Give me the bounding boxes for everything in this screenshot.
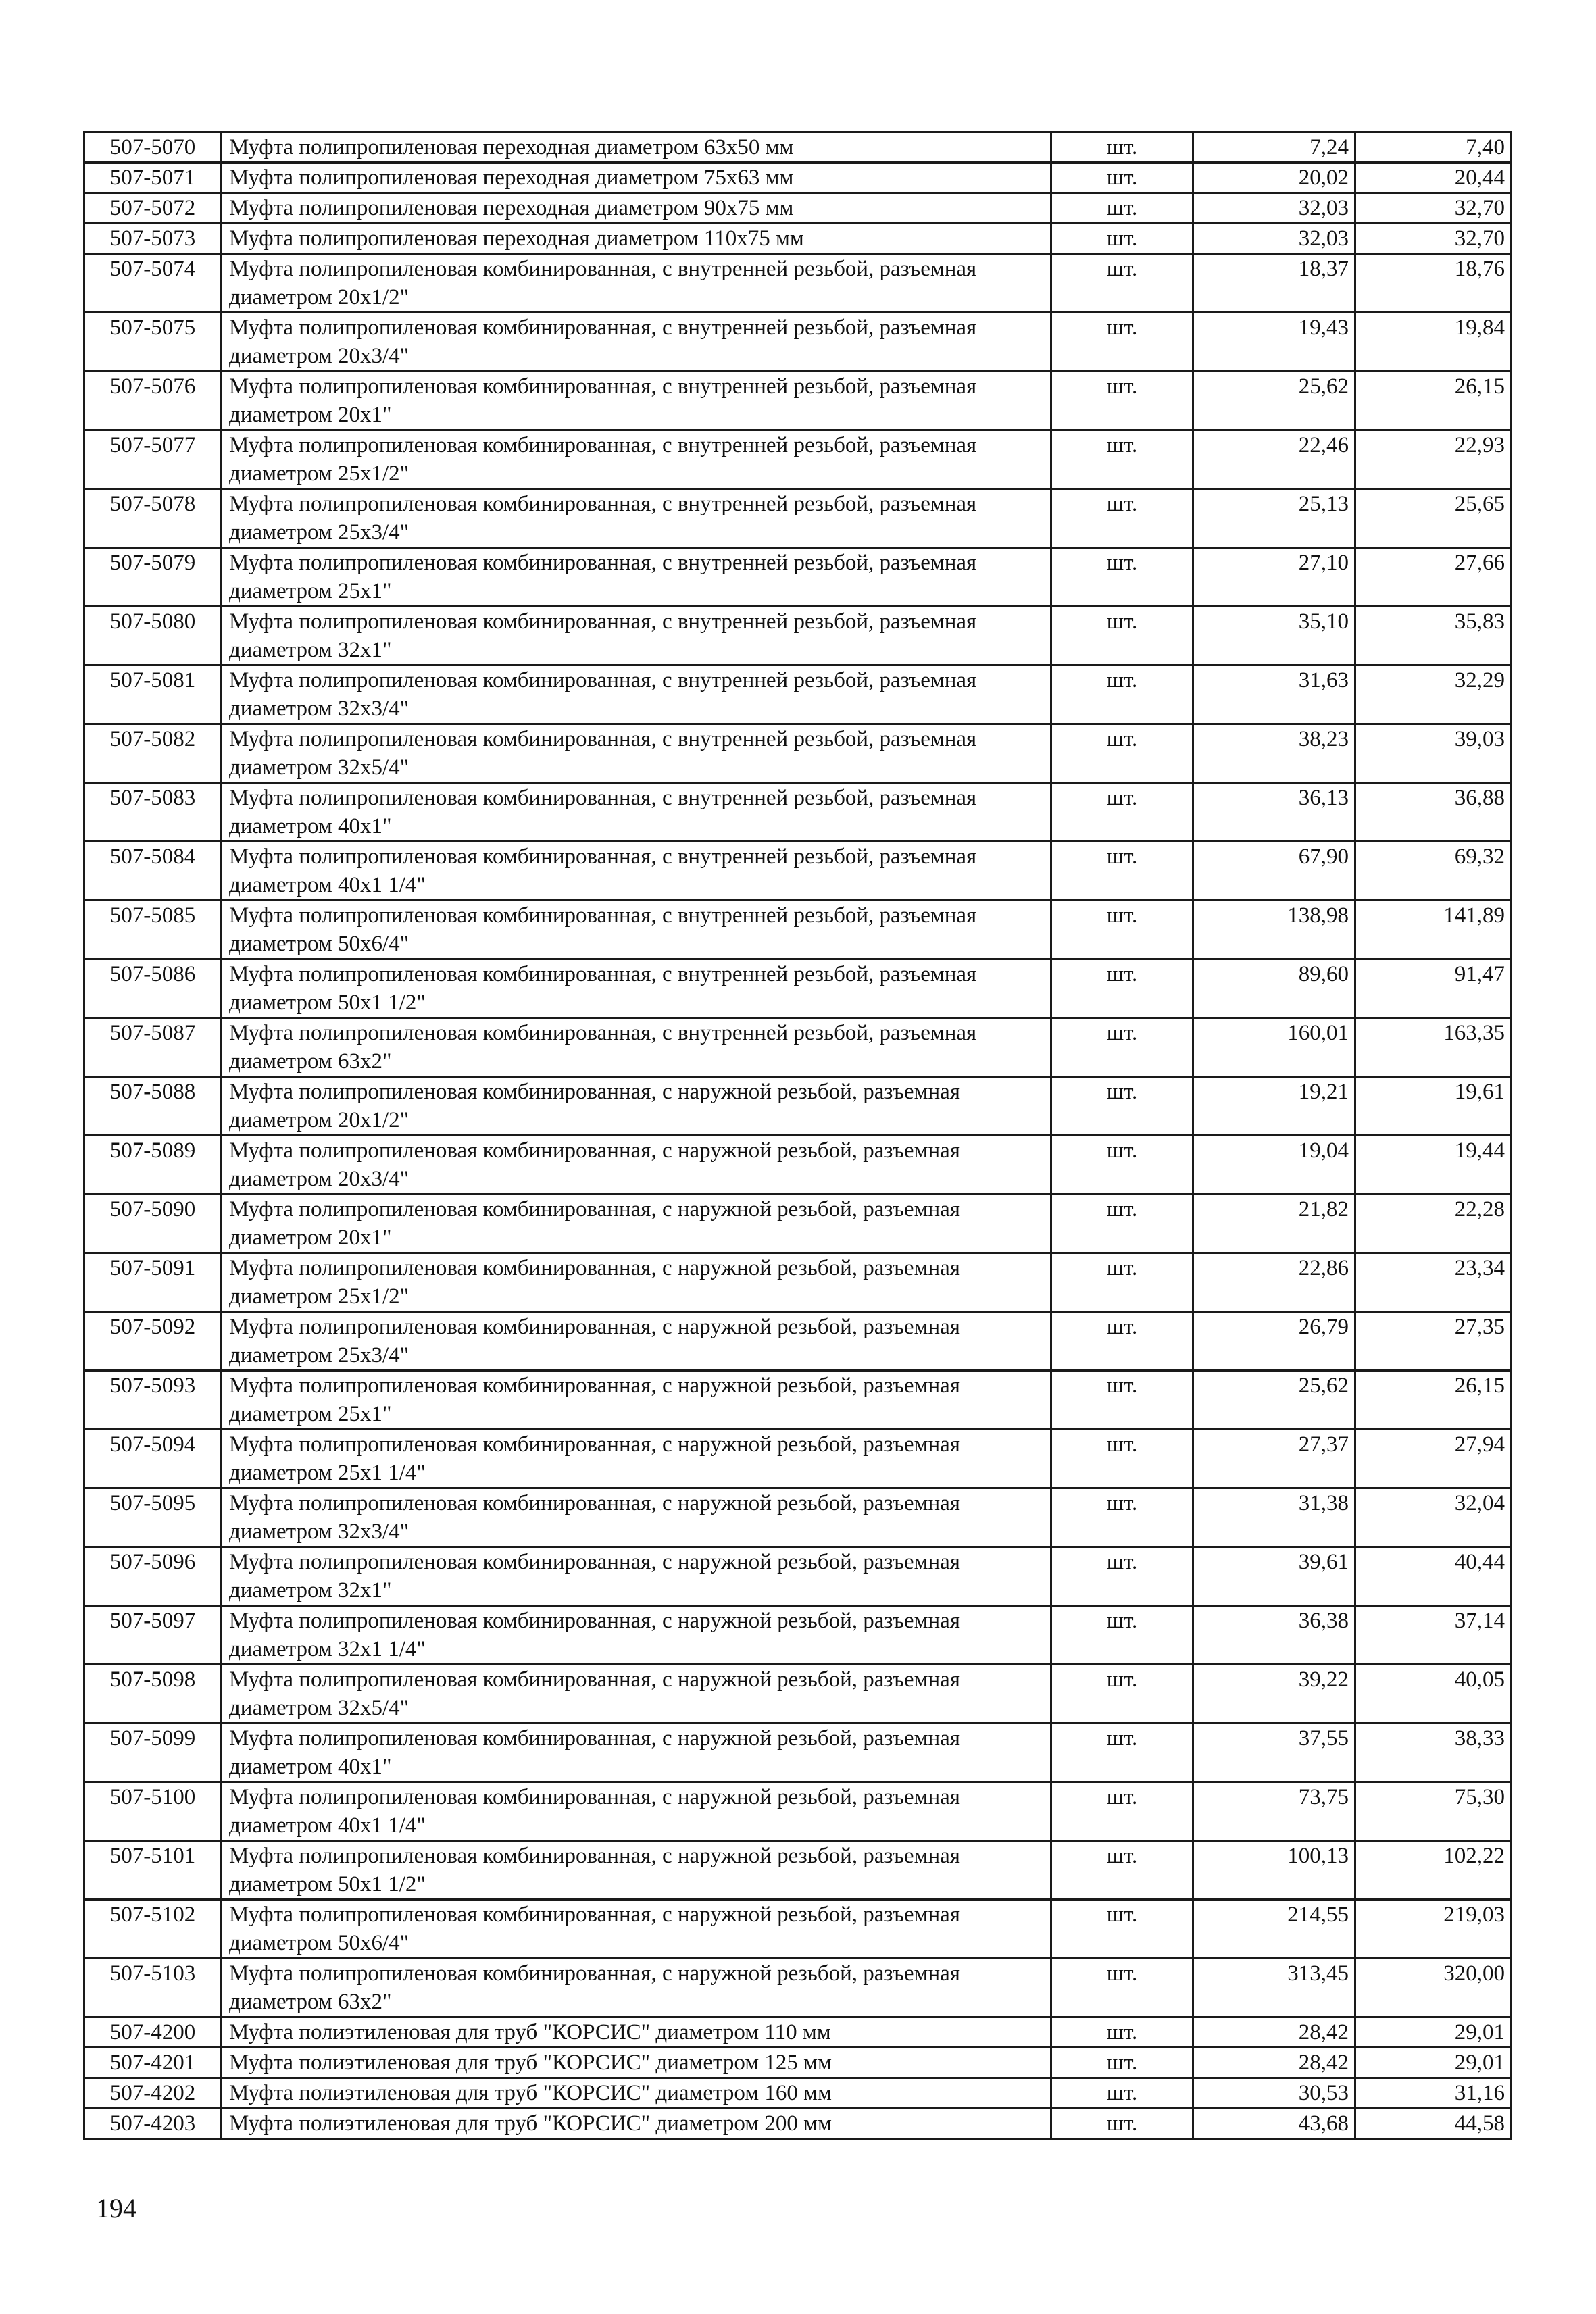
item-code-cell: 507-5072: [84, 193, 222, 224]
unit-cell: шт.: [1051, 1665, 1193, 1724]
item-code-cell: 507-5093: [84, 1371, 222, 1430]
unit-cell: шт.: [1051, 1724, 1193, 1782]
item-description-cell: Муфта полипропиленовая комбинированная, с наружной резьбой, разъемная диаметром 20х3/4": [222, 1136, 1051, 1194]
price-2-cell: 69,32: [1355, 842, 1512, 901]
unit-cell: шт.: [1051, 724, 1193, 783]
table-row: [84, 1077, 1512, 1136]
unit-cell: шт.: [1051, 2078, 1193, 2109]
price-2-cell: 40,44: [1355, 1547, 1512, 1606]
item-code-cell: 507-5098: [84, 1665, 222, 1724]
table-row: [84, 959, 1512, 1018]
price-2-cell: 22,93: [1355, 430, 1512, 489]
item-code-cell: 507-5087: [84, 1018, 222, 1077]
item-code-cell: 507-5100: [84, 1782, 222, 1841]
unit-cell: шт.: [1051, 193, 1193, 224]
price-1-cell: 31,63: [1193, 665, 1355, 724]
table-row: [84, 489, 1512, 548]
item-code-cell: 507-5079: [84, 548, 222, 607]
unit-cell: шт.: [1051, 1959, 1193, 2017]
price-1-cell: 160,01: [1193, 1018, 1355, 1077]
item-code-cell: 507-5091: [84, 1253, 222, 1312]
item-description-cell: Муфта полиэтиленовая для труб "КОРСИС" диаметром 200 мм: [222, 2109, 1051, 2139]
price-1-cell: 19,21: [1193, 1077, 1355, 1136]
price-table: [83, 131, 1512, 2140]
price-1-cell: 19,04: [1193, 1136, 1355, 1194]
item-code-cell: 507-5074: [84, 254, 222, 313]
unit-cell: шт.: [1051, 1841, 1193, 1900]
price-1-cell: 25,13: [1193, 489, 1355, 548]
price-2-cell: 141,89: [1355, 901, 1512, 959]
item-code-cell: 507-5078: [84, 489, 222, 548]
price-1-cell: 21,82: [1193, 1194, 1355, 1253]
unit-cell: шт.: [1051, 489, 1193, 548]
item-code-cell: 507-5084: [84, 842, 222, 901]
price-2-cell: 320,00: [1355, 1959, 1512, 2017]
item-description-cell: Муфта полипропиленовая комбинированная, с наружной резьбой, разъемная диаметром 40х1 1/4": [222, 1782, 1051, 1841]
table-row: [84, 607, 1512, 665]
item-description-cell: Муфта полипропиленовая комбинированная, с наружной резьбой, разъемная диаметром 32х3/4": [222, 1488, 1051, 1547]
price-1-cell: 36,13: [1193, 783, 1355, 842]
item-code-cell: 507-5096: [84, 1547, 222, 1606]
price-2-cell: 75,30: [1355, 1782, 1512, 1841]
item-description-cell: Муфта полипропиленовая переходная диаметром 90х75 мм: [222, 193, 1051, 224]
price-1-cell: 18,37: [1193, 254, 1355, 313]
price-1-cell: 38,23: [1193, 724, 1355, 783]
price-2-cell: 39,03: [1355, 724, 1512, 783]
price-2-cell: 35,83: [1355, 607, 1512, 665]
price-2-cell: 37,14: [1355, 1606, 1512, 1665]
item-description-cell: Муфта полиэтиленовая для труб "КОРСИС" диаметром 125 мм: [222, 2048, 1051, 2078]
unit-cell: шт.: [1051, 1136, 1193, 1194]
unit-cell: шт.: [1051, 1371, 1193, 1430]
price-1-cell: 67,90: [1193, 842, 1355, 901]
price-1-cell: 35,10: [1193, 607, 1355, 665]
item-code-cell: 507-5075: [84, 313, 222, 372]
unit-cell: шт.: [1051, 132, 1193, 163]
unit-cell: шт.: [1051, 163, 1193, 193]
item-description-cell: Муфта полипропиленовая комбинированная, с внутренней резьбой, разъемная диаметром 63х2": [222, 1018, 1051, 1077]
table-row: [84, 1547, 1512, 1606]
item-description-cell: Муфта полипропиленовая комбинированная, с внутренней резьбой, разъемная диаметром 20х1": [222, 372, 1051, 430]
price-1-cell: 31,38: [1193, 1488, 1355, 1547]
item-description-cell: Муфта полипропиленовая комбинированная, с наружной резьбой, разъемная диаметром 25х3/4": [222, 1312, 1051, 1371]
item-description-cell: Муфта полипропиленовая переходная диаметром 110х75 мм: [222, 224, 1051, 254]
price-2-cell: 26,15: [1355, 372, 1512, 430]
item-code-cell: 507-5088: [84, 1077, 222, 1136]
price-1-cell: 39,22: [1193, 1665, 1355, 1724]
item-description-cell: Муфта полипропиленовая комбинированная, с внутренней резьбой, разъемная диаметром 20х1/2": [222, 254, 1051, 313]
table-row: [84, 1782, 1512, 1841]
unit-cell: шт.: [1051, 2017, 1193, 2048]
item-description-cell: Муфта полиэтиленовая для труб "КОРСИС" диаметром 160 мм: [222, 2078, 1051, 2109]
unit-cell: шт.: [1051, 1018, 1193, 1077]
price-1-cell: 25,62: [1193, 372, 1355, 430]
unit-cell: шт.: [1051, 607, 1193, 665]
table-row: [84, 665, 1512, 724]
price-2-cell: 25,65: [1355, 489, 1512, 548]
price-1-cell: 313,45: [1193, 1959, 1355, 2017]
price-1-cell: 30,53: [1193, 2078, 1355, 2109]
table-row: [84, 1488, 1512, 1547]
price-2-cell: 27,94: [1355, 1430, 1512, 1488]
item-description-cell: Муфта полипропиленовая комбинированная, с наружной резьбой, разъемная диаметром 25х1/2": [222, 1253, 1051, 1312]
price-2-cell: 38,33: [1355, 1724, 1512, 1782]
table-row: [84, 2048, 1512, 2078]
table-row: [84, 313, 1512, 372]
item-code-cell: 507-5085: [84, 901, 222, 959]
table-row: [84, 1724, 1512, 1782]
page-number: 194: [96, 2193, 136, 2223]
price-2-cell: 32,70: [1355, 224, 1512, 254]
item-description-cell: Муфта полипропиленовая комбинированная, с внутренней резьбой, разъемная диаметром 25х1/2": [222, 430, 1051, 489]
price-1-cell: 37,55: [1193, 1724, 1355, 1782]
table-row: [84, 1371, 1512, 1430]
price-2-cell: 23,34: [1355, 1253, 1512, 1312]
unit-cell: шт.: [1051, 430, 1193, 489]
table-row: [84, 193, 1512, 224]
item-code-cell: 507-4201: [84, 2048, 222, 2078]
item-code-cell: 507-5086: [84, 959, 222, 1018]
price-2-cell: 32,29: [1355, 665, 1512, 724]
price-2-cell: 36,88: [1355, 783, 1512, 842]
item-description-cell: Муфта полипропиленовая комбинированная, с наружной резьбой, разъемная диаметром 32х5/4": [222, 1665, 1051, 1724]
price-1-cell: 28,42: [1193, 2048, 1355, 2078]
table-row: [84, 724, 1512, 783]
table-row: [84, 1430, 1512, 1488]
price-2-cell: 32,70: [1355, 193, 1512, 224]
price-1-cell: 214,55: [1193, 1900, 1355, 1959]
item-code-cell: 507-5099: [84, 1724, 222, 1782]
table-row: [84, 1841, 1512, 1900]
table-row: [84, 1606, 1512, 1665]
unit-cell: шт.: [1051, 665, 1193, 724]
unit-cell: шт.: [1051, 1488, 1193, 1547]
table-row: [84, 1900, 1512, 1959]
unit-cell: шт.: [1051, 901, 1193, 959]
unit-cell: шт.: [1051, 1194, 1193, 1253]
item-code-cell: 507-5094: [84, 1430, 222, 1488]
item-code-cell: 507-5071: [84, 163, 222, 193]
item-description-cell: Муфта полипропиленовая комбинированная, с наружной резьбой, разъемная диаметром 20х1/2": [222, 1077, 1051, 1136]
table-row: [84, 1018, 1512, 1077]
table-row: [84, 1253, 1512, 1312]
item-code-cell: 507-4202: [84, 2078, 222, 2109]
item-code-cell: 507-5076: [84, 372, 222, 430]
table-row: [84, 372, 1512, 430]
item-code-cell: 507-5089: [84, 1136, 222, 1194]
price-1-cell: 39,61: [1193, 1547, 1355, 1606]
price-1-cell: 73,75: [1193, 1782, 1355, 1841]
table-row: [84, 163, 1512, 193]
unit-cell: шт.: [1051, 224, 1193, 254]
item-description-cell: Муфта полипропиленовая комбинированная, с внутренней резьбой, разъемная диаметром 32х5/4": [222, 724, 1051, 783]
table-row: [84, 1959, 1512, 2017]
table-row: [84, 430, 1512, 489]
unit-cell: шт.: [1051, 1430, 1193, 1488]
item-description-cell: Муфта полипропиленовая комбинированная, с наружной резьбой, разъемная диаметром 32х1 1/4": [222, 1606, 1051, 1665]
unit-cell: шт.: [1051, 2109, 1193, 2139]
price-2-cell: 219,03: [1355, 1900, 1512, 1959]
price-2-cell: 91,47: [1355, 959, 1512, 1018]
item-description-cell: Муфта полипропиленовая переходная диаметром 63х50 мм: [222, 132, 1051, 163]
price-2-cell: 27,66: [1355, 548, 1512, 607]
price-2-cell: 22,28: [1355, 1194, 1512, 1253]
price-1-cell: 19,43: [1193, 313, 1355, 372]
item-code-cell: 507-5080: [84, 607, 222, 665]
item-description-cell: Муфта полипропиленовая комбинированная, с внутренней резьбой, разъемная диаметром 20х3/4": [222, 313, 1051, 372]
item-code-cell: 507-5092: [84, 1312, 222, 1371]
price-1-cell: 32,03: [1193, 224, 1355, 254]
item-description-cell: Муфта полипропиленовая комбинированная, с наружной резьбой, разъемная диаметром 20х1": [222, 1194, 1051, 1253]
unit-cell: шт.: [1051, 1606, 1193, 1665]
item-description-cell: Муфта полипропиленовая комбинированная, с внутренней резьбой, разъемная диаметром 40х1": [222, 783, 1051, 842]
unit-cell: шт.: [1051, 842, 1193, 901]
price-1-cell: 138,98: [1193, 901, 1355, 959]
table-row: [84, 1665, 1512, 1724]
table-row: [84, 132, 1512, 163]
unit-cell: шт.: [1051, 313, 1193, 372]
unit-cell: шт.: [1051, 2048, 1193, 2078]
table-row: [84, 1312, 1512, 1371]
table-row: [84, 548, 1512, 607]
unit-cell: шт.: [1051, 1253, 1193, 1312]
item-description-cell: Муфта полипропиленовая комбинированная, с наружной резьбой, разъемная диаметром 50х1 1/2": [222, 1841, 1051, 1900]
item-description-cell: Муфта полиэтиленовая для труб "КОРСИС" диаметром 110 мм: [222, 2017, 1051, 2048]
item-code-cell: 507-5081: [84, 665, 222, 724]
price-2-cell: 32,04: [1355, 1488, 1512, 1547]
price-1-cell: 20,02: [1193, 163, 1355, 193]
item-code-cell: 507-5077: [84, 430, 222, 489]
table-row: [84, 901, 1512, 959]
item-code-cell: 507-5073: [84, 224, 222, 254]
item-description-cell: Муфта полипропиленовая комбинированная, с внутренней резьбой, разъемная диаметром 25х1": [222, 548, 1051, 607]
price-2-cell: 29,01: [1355, 2017, 1512, 2048]
unit-cell: шт.: [1051, 1077, 1193, 1136]
price-1-cell: 89,60: [1193, 959, 1355, 1018]
price-2-cell: 19,61: [1355, 1077, 1512, 1136]
table-body: [84, 132, 1512, 2139]
unit-cell: шт.: [1051, 1782, 1193, 1841]
item-description-cell: Муфта полипропиленовая комбинированная, с наружной резьбой, разъемная диаметром 50х6/4": [222, 1900, 1051, 1959]
price-2-cell: 102,22: [1355, 1841, 1512, 1900]
item-description-cell: Муфта полипропиленовая комбинированная, с наружной резьбой, разъемная диаметром 63х2": [222, 1959, 1051, 2017]
item-code-cell: 507-5103: [84, 1959, 222, 2017]
table-row: [84, 2109, 1512, 2139]
unit-cell: шт.: [1051, 1312, 1193, 1371]
price-2-cell: 26,15: [1355, 1371, 1512, 1430]
item-description-cell: Муфта полипропиленовая комбинированная, с внутренней резьбой, разъемная диаметром 50х1 1/2": [222, 959, 1051, 1018]
unit-cell: шт.: [1051, 548, 1193, 607]
price-1-cell: 27,37: [1193, 1430, 1355, 1488]
item-code-cell: 507-4200: [84, 2017, 222, 2048]
price-2-cell: 27,35: [1355, 1312, 1512, 1371]
price-2-cell: 19,44: [1355, 1136, 1512, 1194]
price-1-cell: 25,62: [1193, 1371, 1355, 1430]
item-description-cell: Муфта полипропиленовая комбинированная, с наружной резьбой, разъемная диаметром 25х1 1/4": [222, 1430, 1051, 1488]
price-1-cell: 7,24: [1193, 132, 1355, 163]
table-row: [84, 2078, 1512, 2109]
item-description-cell: Муфта полипропиленовая комбинированная, с внутренней резьбой, разъемная диаметром 40х1 1/4": [222, 842, 1051, 901]
item-description-cell: Муфта полипропиленовая комбинированная, с внутренней резьбой, разъемная диаметром 50х6/4": [222, 901, 1051, 959]
item-code-cell: 507-5101: [84, 1841, 222, 1900]
price-1-cell: 100,13: [1193, 1841, 1355, 1900]
item-code-cell: 507-4203: [84, 2109, 222, 2139]
table-row: [84, 254, 1512, 313]
price-1-cell: 27,10: [1193, 548, 1355, 607]
price-2-cell: 40,05: [1355, 1665, 1512, 1724]
item-code-cell: 507-5102: [84, 1900, 222, 1959]
price-1-cell: 32,03: [1193, 193, 1355, 224]
price-2-cell: 20,44: [1355, 163, 1512, 193]
price-1-cell: 26,79: [1193, 1312, 1355, 1371]
unit-cell: шт.: [1051, 254, 1193, 313]
item-description-cell: Муфта полипропиленовая комбинированная, с внутренней резьбой, разъемная диаметром 32х1": [222, 607, 1051, 665]
unit-cell: шт.: [1051, 1547, 1193, 1606]
price-2-cell: 163,35: [1355, 1018, 1512, 1077]
price-2-cell: 19,84: [1355, 313, 1512, 372]
item-code-cell: 507-5095: [84, 1488, 222, 1547]
unit-cell: шт.: [1051, 372, 1193, 430]
table-row: [84, 783, 1512, 842]
table-row: [84, 1194, 1512, 1253]
price-2-cell: 18,76: [1355, 254, 1512, 313]
item-description-cell: Муфта полипропиленовая переходная диаметром 75х63 мм: [222, 163, 1051, 193]
item-code-cell: 507-5070: [84, 132, 222, 163]
item-code-cell: 507-5083: [84, 783, 222, 842]
table-row: [84, 1136, 1512, 1194]
item-code-cell: 507-5082: [84, 724, 222, 783]
item-description-cell: Муфта полипропиленовая комбинированная, с внутренней резьбой, разъемная диаметром 32х3/4": [222, 665, 1051, 724]
unit-cell: шт.: [1051, 783, 1193, 842]
price-2-cell: 44,58: [1355, 2109, 1512, 2139]
price-1-cell: 28,42: [1193, 2017, 1355, 2048]
item-description-cell: Муфта полипропиленовая комбинированная, с внутренней резьбой, разъемная диаметром 25х3/4": [222, 489, 1051, 548]
item-code-cell: 507-5097: [84, 1606, 222, 1665]
price-2-cell: 29,01: [1355, 2048, 1512, 2078]
price-1-cell: 22,46: [1193, 430, 1355, 489]
table-row: [84, 842, 1512, 901]
price-1-cell: 22,86: [1193, 1253, 1355, 1312]
table-row: [84, 224, 1512, 254]
item-description-cell: Муфта полипропиленовая комбинированная, с наружной резьбой, разъемная диаметром 25х1": [222, 1371, 1051, 1430]
price-2-cell: 31,16: [1355, 2078, 1512, 2109]
item-code-cell: 507-5090: [84, 1194, 222, 1253]
price-1-cell: 43,68: [1193, 2109, 1355, 2139]
price-2-cell: 7,40: [1355, 132, 1512, 163]
item-description-cell: Муфта полипропиленовая комбинированная, с наружной резьбой, разъемная диаметром 32х1": [222, 1547, 1051, 1606]
unit-cell: шт.: [1051, 959, 1193, 1018]
unit-cell: шт.: [1051, 1900, 1193, 1959]
item-description-cell: Муфта полипропиленовая комбинированная, с наружной резьбой, разъемная диаметром 40х1": [222, 1724, 1051, 1782]
price-1-cell: 36,38: [1193, 1606, 1355, 1665]
table-row: [84, 2017, 1512, 2048]
